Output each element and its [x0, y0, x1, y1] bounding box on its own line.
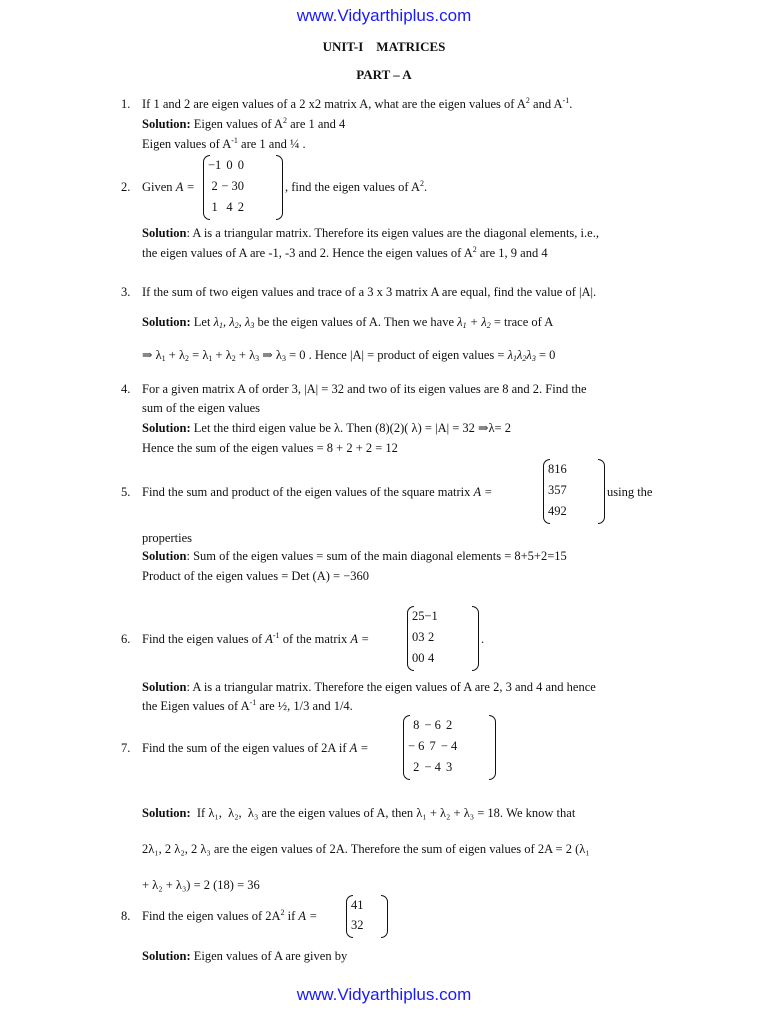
question-number: 1.	[121, 97, 131, 111]
question-number: 8.	[121, 909, 131, 923]
question-5-text: Find the sum and product of the eigen values of the square matrix A =	[142, 485, 493, 499]
question-6-matrix: 2 5 −1 0 3 2 0 0 4	[407, 606, 479, 669]
question-6-text: Find the eigen values of $A^{-1}$ of the matrix A =	[142, 631, 370, 646]
question-8-matrix: 4 1 3 2	[346, 895, 388, 936]
question-2-solution-line: the eigen values of A are -1, -3 and 2. Hence the eigen values of $A^2$ are 1, 9 and 4	[142, 245, 548, 260]
unit-title: UNIT-I MATRICES	[322, 39, 446, 54]
question-7-solution-line: + λ₂ + λ₃) = 2 (18) = 36	[142, 878, 260, 892]
question-2-solution: Solution: A is a triangular matrix. Therefore its eigen values are the diagonal elements, i.e.,	[142, 226, 599, 240]
question-number: 2.	[121, 180, 131, 194]
question-8-solution: Solution: Eigen values of A are given by	[142, 949, 348, 963]
question-4-text-line: sum of the eigen values	[142, 401, 261, 415]
question-5-solution: Solution: Sum of the eigen values = sum of the main diagonal elements = 8+5+2=15	[142, 549, 567, 563]
question-number: 7.	[121, 741, 131, 755]
question-5-solution-line: Product of the eigen values = Det (A) = −360	[142, 569, 369, 583]
question-2-given: Given A =	[142, 180, 195, 194]
question-number: 3.	[121, 285, 131, 299]
question-number: 4.	[121, 382, 131, 396]
part-title: PART – A	[356, 67, 412, 82]
question-6-solution-line: the Eigen values of $A^{-1}$ are ½, 1/3 and 1/4.	[142, 698, 353, 713]
question-5-text-tail: using the	[607, 485, 653, 499]
question-8-text: Find the eigen values of $2A^2$ if A =	[142, 908, 318, 923]
question-5-matrix: 8 1 6 3 5 7 4 9 2	[543, 459, 605, 522]
question-2-matrix: −1 0 0 2 − 3 0 1 4 2	[203, 155, 283, 218]
question-1-text: If 1 and 2 are eigen values of a 2 x2 matrix A, what are the eigen values of $A^2$ and $A^{-1}$.	[142, 96, 573, 111]
question-3-solution-line: ⇒ $\lambda_1 + \lambda_2 = \lambda_1 + \lambda_2 + \lambda_3$ ⇒ $\lambda_3 = 0$ . Hence |A| = product of eigen values = $\lambda_1\lambda_2\lambda_3 = 0$	[142, 348, 556, 363]
question-7-text: Find the sum of the eigen values of 2A if A =	[142, 741, 369, 755]
question-1-solution: Solution: Eigen values of $A^2$ are 1 and 4	[142, 116, 346, 131]
question-7-solution: Solution: If λ₁, λ₂, λ₃ are the eigen values of A, then λ₁ + λ₂ + λ₃ = 18. We know that	[142, 806, 576, 820]
question-3-solution: Solution: Let $\lambda_1$, $\lambda_2$, $\lambda_3$ be the eigen values of A. Then we have $\lambda_1 + \lambda_2$ = trace of A	[142, 315, 554, 330]
question-6-text-tail: .	[481, 632, 485, 646]
question-6-solution: Solution: A is a triangular matrix. Therefore the eigen values of A are 2, 3 and 4 and hence	[142, 680, 596, 694]
question-7-matrix: 8 − 6 2 − 6 7 − 4 2 − 4 3	[403, 715, 496, 778]
header-site-link[interactable]: www.Vidyarthiplus.com	[296, 6, 472, 25]
question-7-solution-line: 2λ₁, 2 λ₂, 2 λ₃ are the eigen values of 2A. Therefore the sum of eigen values of 2A = 2 (λ₁	[142, 842, 590, 856]
question-4-text: For a given matrix A of order 3, |A| = 32 and two of its eigen values are 8 and 2. Find the	[142, 382, 587, 396]
question-number: 5.	[121, 485, 131, 499]
question-number: 6.	[121, 632, 131, 646]
question-4-solution-line: Hence the sum of the eigen values = 8 + 2 + 2 = 12	[142, 441, 398, 455]
question-4-solution: Solution: Let the third eigen value be λ. Then (8)(2)( λ) = |A| = 32 ⇒λ= 2	[142, 421, 511, 435]
question-3-text: If the sum of two eigen values and trace of a 3 x 3 matrix A are equal, find the value of |A|.	[142, 285, 597, 299]
question-5-text-line: properties	[142, 531, 192, 545]
footer-site-link[interactable]: www.Vidyarthiplus.com	[296, 985, 472, 1004]
question-1-solution-line: Eigen values of $A^{-1}$ are 1 and ¼ .	[142, 136, 306, 151]
question-2-text: , find the eigen values of $A^2$.	[285, 179, 428, 194]
